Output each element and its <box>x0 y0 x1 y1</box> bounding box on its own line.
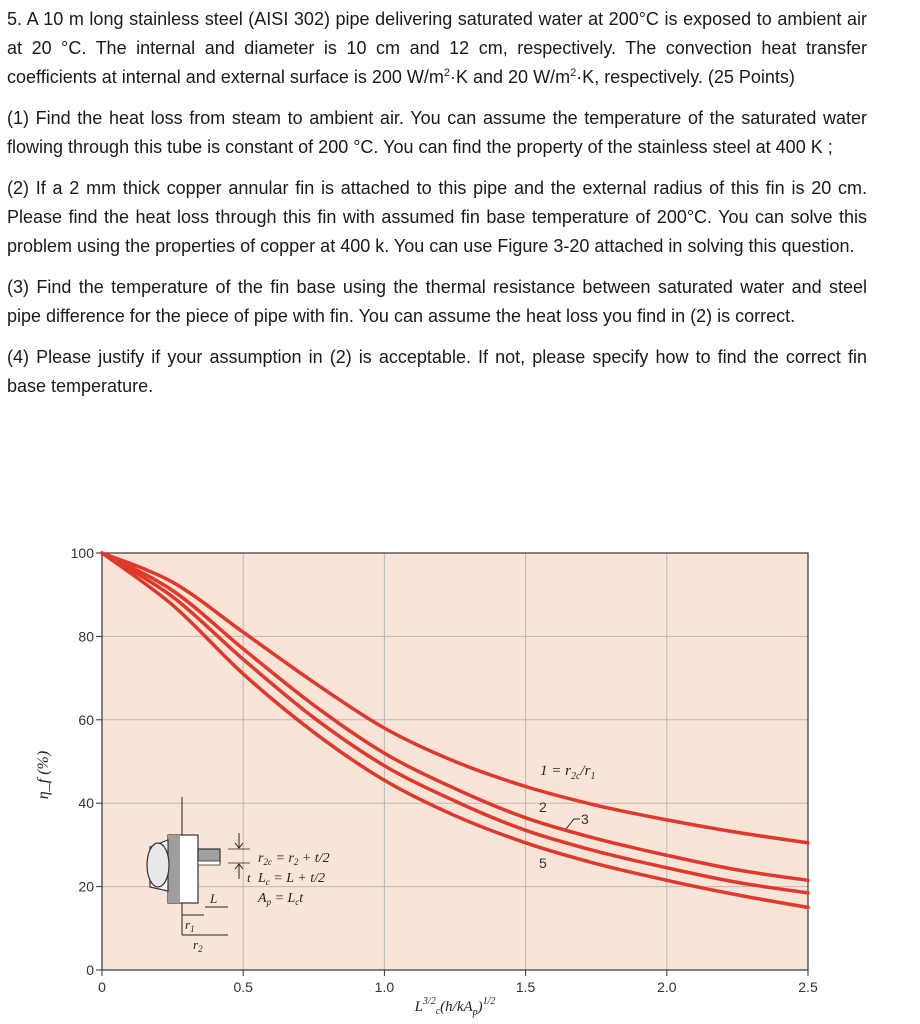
part-4: (4) Please justify if your assumption in (2) is acceptable. If not, please specify how to find the correct fin base temperature. <box>7 347 867 396</box>
x-tick-label: 2.0 <box>657 979 677 995</box>
y-axis-ticks <box>71 545 102 978</box>
y-tick-label: 60 <box>78 711 94 728</box>
fin-shape-ellipse <box>147 843 169 887</box>
curve-label-3: 3 <box>581 811 589 827</box>
intro-sup-2: 2 <box>570 67 577 79</box>
y-tick-label: 20 <box>78 878 94 895</box>
y-tick-label: 40 <box>78 795 94 812</box>
intro-sup-1: 2 <box>443 67 451 79</box>
curve-label-1: $1 = r_{2c}/r_1$ <box>540 763 596 782</box>
y-axis-label: η_f (%) <box>35 750 52 800</box>
problem-text <box>7 5 867 413</box>
part-2: (2) If a 2 mm thick copper annular fin is attached to this pipe and the external radius of this fin is 20 cm. Please find the heat loss through this fin with assumed fin base temperature of 200°C. You can solve this problem using the properties of copper at 400 k. You can use Figure 3-20 attached in solving this question. <box>7 178 867 256</box>
x-tick-label: 0 <box>98 979 106 995</box>
dim-r2-label: $r_2$ <box>193 937 203 954</box>
x-tick-label: 2.5 <box>798 979 818 995</box>
dim-r1-label: $r_1$ <box>185 917 195 934</box>
dim-t-label: t <box>247 870 251 885</box>
formula-ap: $A_p = L_ct$ <box>258 891 304 907</box>
fin-shape-right-face <box>198 861 220 865</box>
intro-text-a: 5. A 10 m long stainless steel (AISI 302) pipe delivering saturated water at 200°C is exposed to ambient air at 20 °C. The internal and diameter is 10 cm and 12 cm, respectively. The convection heat transfer coefficients at internal and external surface is 200 W/m <box>7 9 867 87</box>
tube-shade <box>168 835 180 903</box>
x-axis-ticks <box>98 970 818 995</box>
x-axis-label: $L^{3/2}_c(h/kA_p)^{1/2}$ <box>414 996 496 1018</box>
part-3: (3) Find the temperature of the fin base using the thermal resistance between saturated water and steel pipe difference for the piece of pipe with fin. You can assume the heat loss you find in (2) is correct. <box>7 277 867 326</box>
x-tick-label: 1.5 <box>515 979 536 995</box>
y-tick-label: 100 <box>70 545 94 561</box>
x-tick-label: 0.5 <box>233 979 253 995</box>
y-tick-label: 80 <box>78 628 94 645</box>
formula-r2c: $r_{2c} = r_2 + t/2$ <box>258 851 330 867</box>
intro-text-c: ·K, respectively. (25 Points) <box>576 67 795 87</box>
curve-label-5: 5 <box>539 855 547 871</box>
problem-intro <box>7 5 867 92</box>
fin-efficiency-chart <box>0 535 920 1024</box>
intro-text-b: ·K and 20 W/m <box>450 67 571 87</box>
dim-L-label: L <box>210 891 218 906</box>
x-tick-label: 1.0 <box>374 979 395 995</box>
formula-lc: $L_c = L + t/2$ <box>258 871 326 887</box>
part-1: (1) Find the heat loss from steam to ambient air. You can assume the temperature of the saturated water flowing through this tube is constant of 200 °C. You can find the property of the stainless steel at 400 K ; <box>7 108 867 157</box>
y-tick-label: 0 <box>86 962 94 978</box>
curve-label-2: 2 <box>539 799 547 815</box>
